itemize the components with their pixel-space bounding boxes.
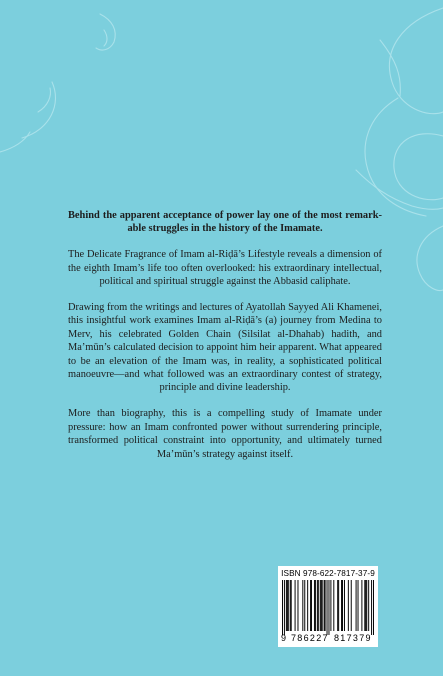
barcode-bar	[315, 580, 316, 631]
barcode-bar	[325, 580, 326, 631]
barcode-bars	[282, 580, 374, 635]
barcode-bar	[317, 580, 318, 631]
barcode-bar	[344, 580, 345, 631]
barcode-digit-first: 9	[281, 633, 287, 643]
barcode-digits	[278, 633, 378, 645]
barcode-bar	[290, 580, 291, 631]
barcode-bar	[348, 580, 349, 631]
barcode-bar	[302, 580, 303, 631]
barcode-bar	[307, 580, 308, 631]
barcode-bar	[361, 580, 362, 631]
barcode-bar	[282, 580, 283, 635]
barcode-bar	[321, 580, 322, 631]
barcode-bar	[373, 580, 374, 635]
barcode-bar	[342, 580, 343, 631]
barcode-bar	[297, 580, 298, 631]
barcode-bar	[291, 580, 292, 631]
barcode-bar	[328, 580, 329, 635]
isbn-barcode	[278, 566, 378, 647]
barcode-digits-left: 786227	[291, 633, 329, 643]
blurb-text	[68, 209, 382, 474]
barcode-bar	[310, 580, 311, 631]
barcode-bar	[358, 580, 359, 631]
barcode-bar	[295, 580, 296, 631]
isbn-label: ISBN 978-622-7817-37-9	[281, 569, 375, 578]
barcode-bar	[333, 580, 334, 631]
barcode-bar	[286, 580, 287, 631]
blurb-lead: Behind the apparent acceptance of power lay one of the most remarkable struggles in the history of the Imamate.	[68, 210, 382, 235]
barcode-bar	[366, 580, 367, 631]
barcode-bar	[304, 580, 305, 631]
barcode-bar	[314, 580, 315, 631]
barcode-bar	[368, 580, 369, 631]
barcode-bar	[337, 580, 338, 631]
barcode-bar	[288, 580, 289, 631]
blurb-paragraph-3: More than biography, this is a compelling study of Imamate under pressure: how an Imam confronted power without surrendering principle, transformed political constraint into opportunity, and ultimately turned Ma’mūn’s strategy against itself.	[68, 408, 382, 460]
barcode-bar	[365, 580, 366, 631]
barcode-bar	[330, 580, 331, 631]
barcode-bar	[327, 580, 328, 635]
barcode-bar	[338, 580, 339, 631]
barcode-bar	[320, 580, 321, 631]
barcode-bar	[356, 580, 357, 631]
barcode-bar	[324, 580, 325, 631]
barcode-bar	[371, 580, 372, 635]
barcode-bar	[284, 580, 285, 635]
blurb-paragraph-2: Drawing from the writings and lectures of Ayatollah Sayyed Ali Khamenei, this insightful work examines Imam al-Riḍā’s (a) journey from Medina to Merv, his celebrated Golden Chain (Silsilat al-Dhahab) hadith, and Ma’mūn’s calculated decision to appoint him heir apparent. What appeared to be an elevation of the Imam was, in reality, a sophisticated political manoeuvre—and what followed was an extraordinary contest of strategy, principle and divine leadership.	[68, 302, 382, 394]
barcode-bar	[322, 580, 323, 631]
barcode-bar	[318, 580, 319, 631]
barcode-bar	[341, 580, 342, 631]
blurb-paragraph-1: The Delicate Fragrance of Imam al-Riḍā’s Lifestyle reveals a dimension of the eighth Imam’s life too often overlooked: his extraordinary intellectual, political and spiritual struggle against the Abbasid caliphate.	[68, 249, 382, 288]
barcode-bar	[287, 580, 288, 631]
barcode-bar	[311, 580, 312, 631]
barcode-digits-right: 817379	[334, 633, 372, 643]
barcode-bar	[351, 580, 352, 631]
barcode-bar	[364, 580, 365, 631]
